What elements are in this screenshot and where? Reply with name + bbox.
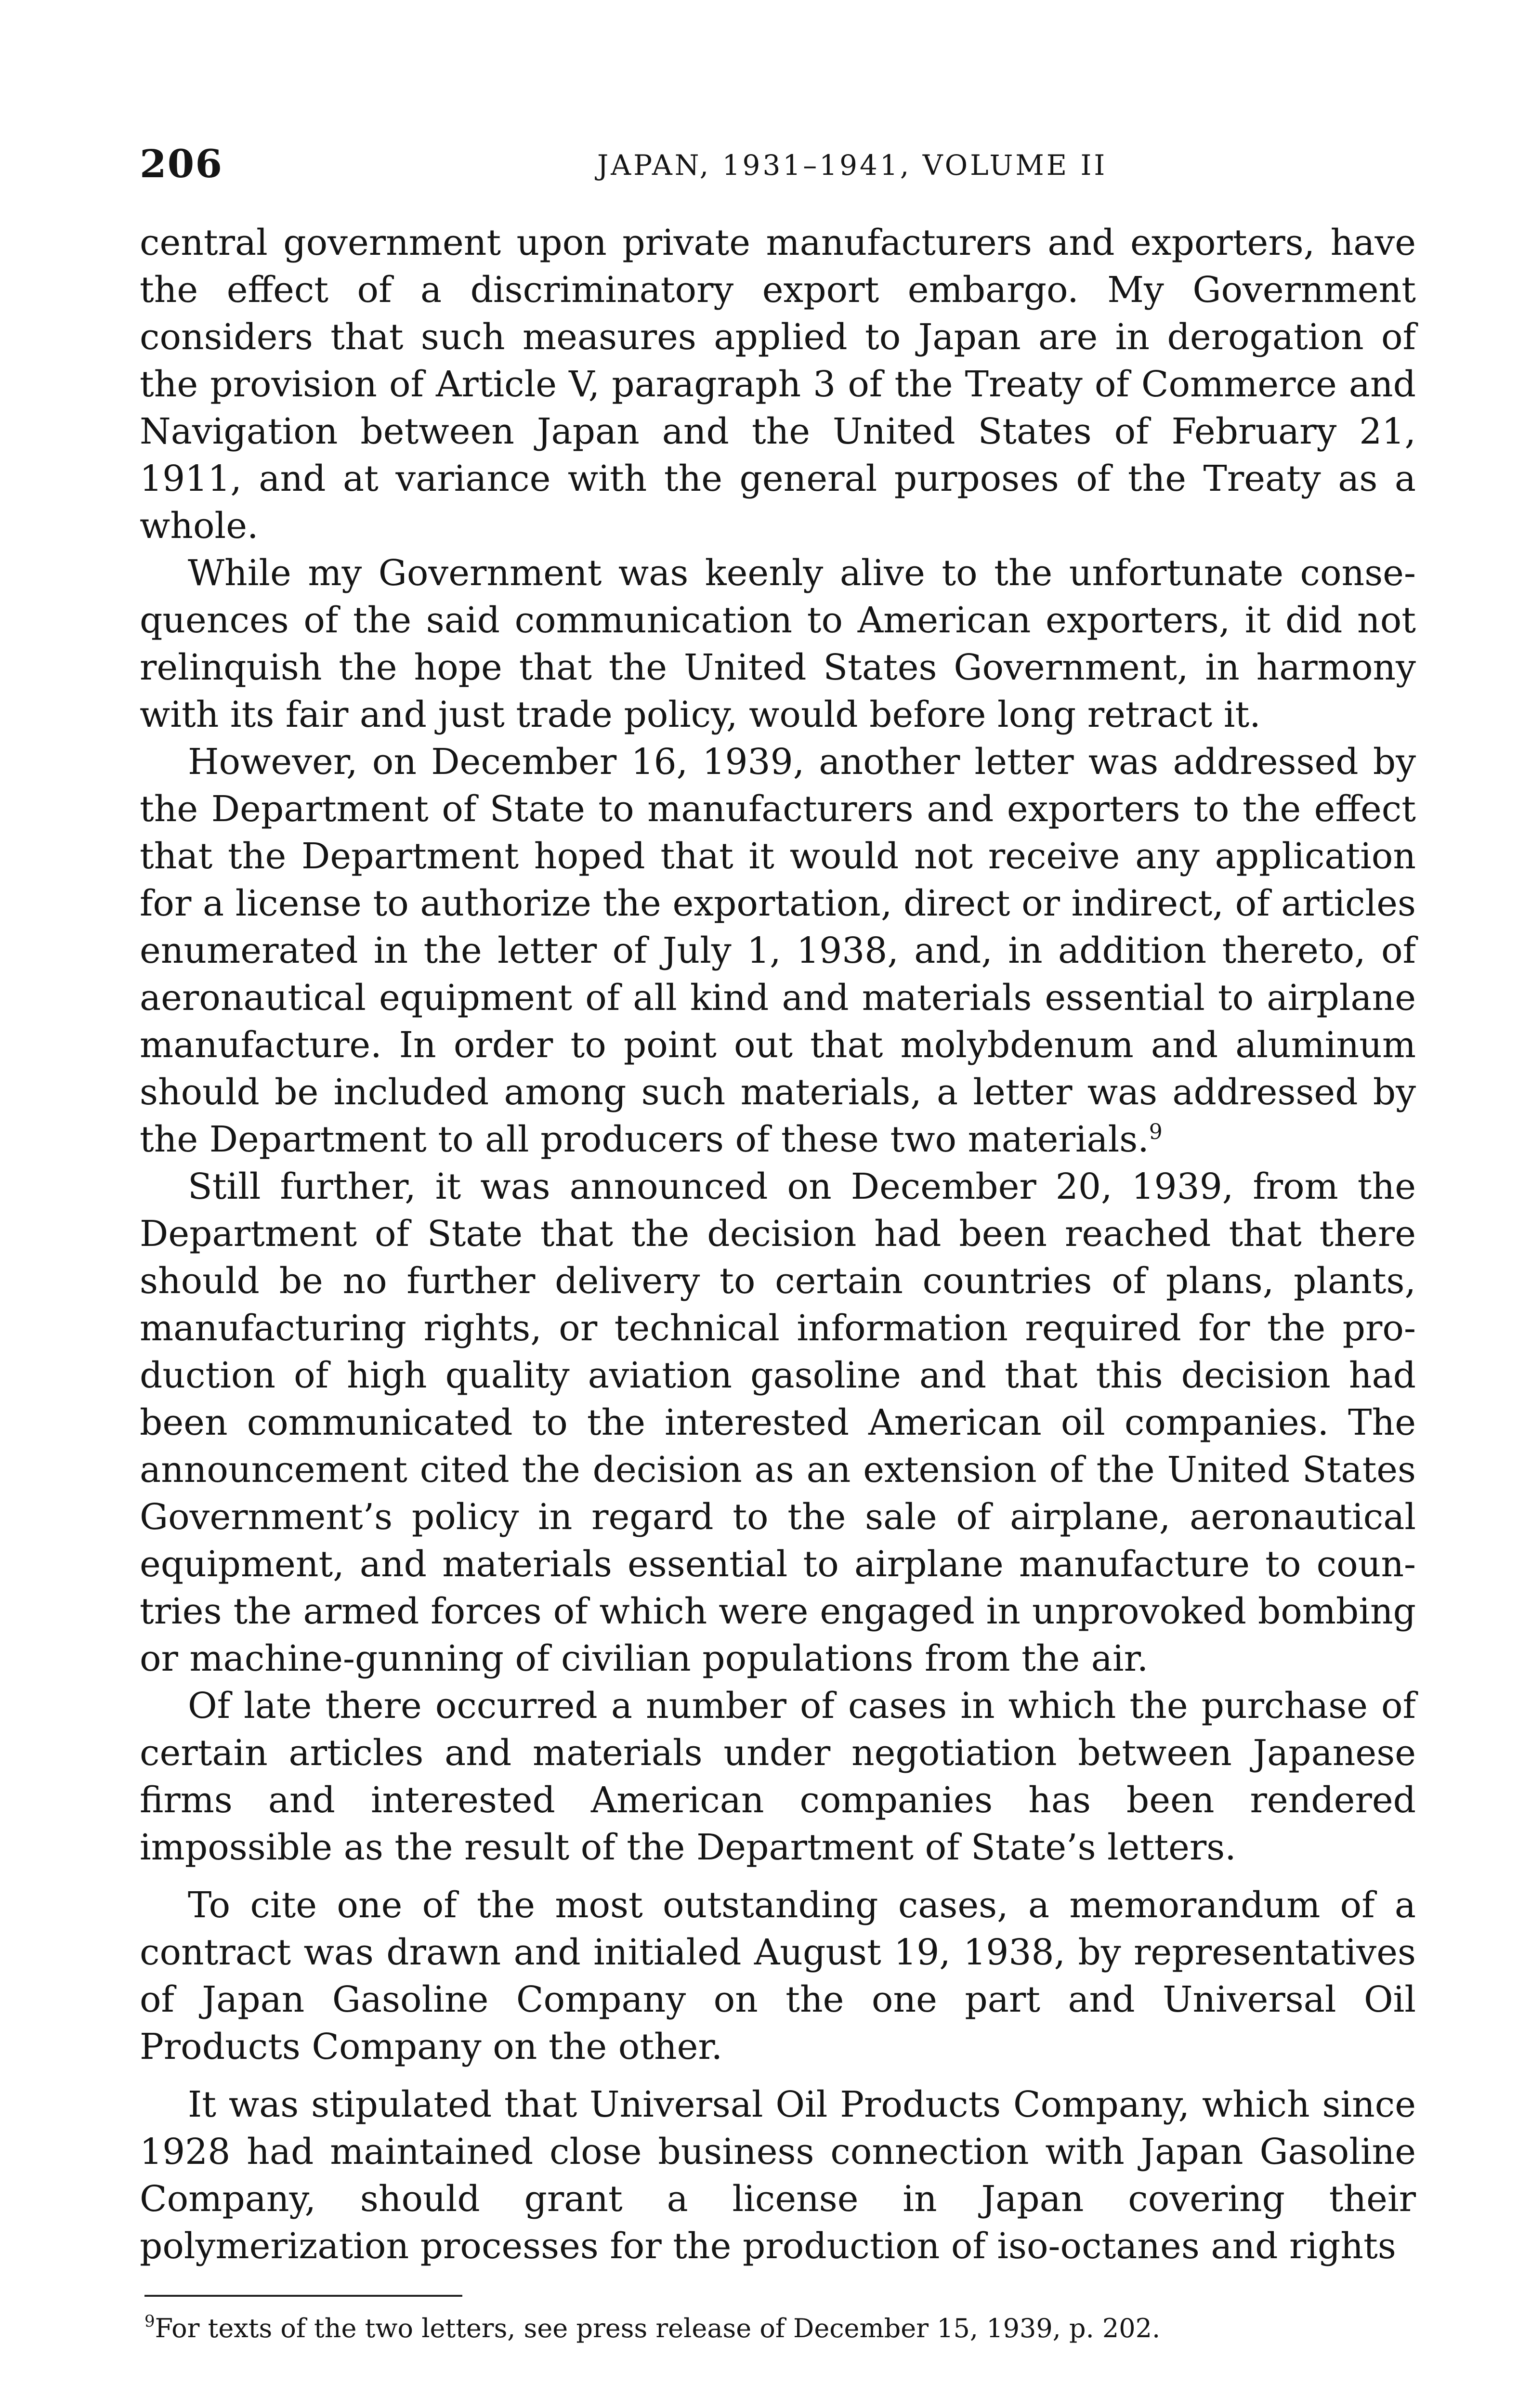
- footnote-marker: 9: [144, 2312, 155, 2331]
- paragraph: To cite one of the most outstanding cases, a memorandum of a contract was drawn and initialed August 19, 1938, by representatives of Japan Gasoline Company on the one part and Universal Oil Products Company on the other.: [140, 1885, 1416, 2068]
- paragraph: It was stipulated that Universal Oil Products Company, which since 1928 had maintained close business connection with Japan Gasoline Company, should grant a license in Japan covering their polymerization processes for the production of iso-octanes and rights: [140, 2084, 1416, 2267]
- page-header: [140, 140, 1411, 207]
- paragraph: central government upon private manufacturers and exporters, have the effect of a discriminatory export embargo. My Government considers that such measures applied to Japan are in derogation of the provision of Article V, paragraph 3 of the Treaty of Commerce and Navigation between Japan and the United States of February 21, 1911, and at variance with the general purposes of the Treaty as a whole.: [140, 222, 1416, 547]
- paragraph-with-footnote: [140, 738, 1416, 1163]
- paragraph-text: However, on December 16, 1939, another letter was addressed by the Department of State to manufacturers and exporters to the effect that the Department hoped that it would not receive any application for a license to authorize the exportation, direct or indirect, of articles enumerated in the letter of July 1, 1938, and, in addition thereto, of aeronautical equipment of all kind and materials essential to airplane manufacture. In order to point out that molybdenum and aluminum should be included among such materials, a letter was addressed by the Department to all producers of these two materials.: [140, 741, 1416, 1160]
- paragraph: While my Government was keenly alive to the unfortunate consequences of the said communication to American exporters, it did not relinquish the hope that the United States Government, in harmony with its fair and just trade policy, would before long retract it.: [140, 552, 1416, 735]
- footnote-reference[interactable]: 9: [1149, 1120, 1163, 1144]
- page-number: 206: [140, 141, 223, 186]
- footnote-text: For texts of the two letters, see press release of December 15, 1939, p. 202.: [155, 2313, 1161, 2343]
- running-head: JAPAN, 1931–1941, VOLUME II: [597, 149, 1108, 182]
- paragraph: Of late there occurred a number of cases in which the purchase of certain articles and materials under negotiation between Japanese firms and interested American companies has been rendered impossible as the result of the Department of State’s letters.: [140, 1685, 1416, 1868]
- body-text: [140, 219, 1416, 2270]
- footnote-divider: [144, 2295, 462, 2297]
- footnote: [144, 2309, 1416, 2348]
- paragraph: Still further, it was announced on December 20, 1939, from the Department of State that the decision had been reached that there should be no further delivery to certain countries of plans, plants, manufacturing rights, or technical information required for the production of high quality aviation gasoline and that this decision had been communicated to the interested American oil companies. The announcement cited the decision as an extension of the United States Government’s policy in regard to the sale of airplane, aeronautical equipment, and materials essential to airplane manufacture to countries the armed forces of which were engaged in unprovoked bombing or machine-gunning of civilian populations from the air.: [140, 1166, 1416, 1679]
